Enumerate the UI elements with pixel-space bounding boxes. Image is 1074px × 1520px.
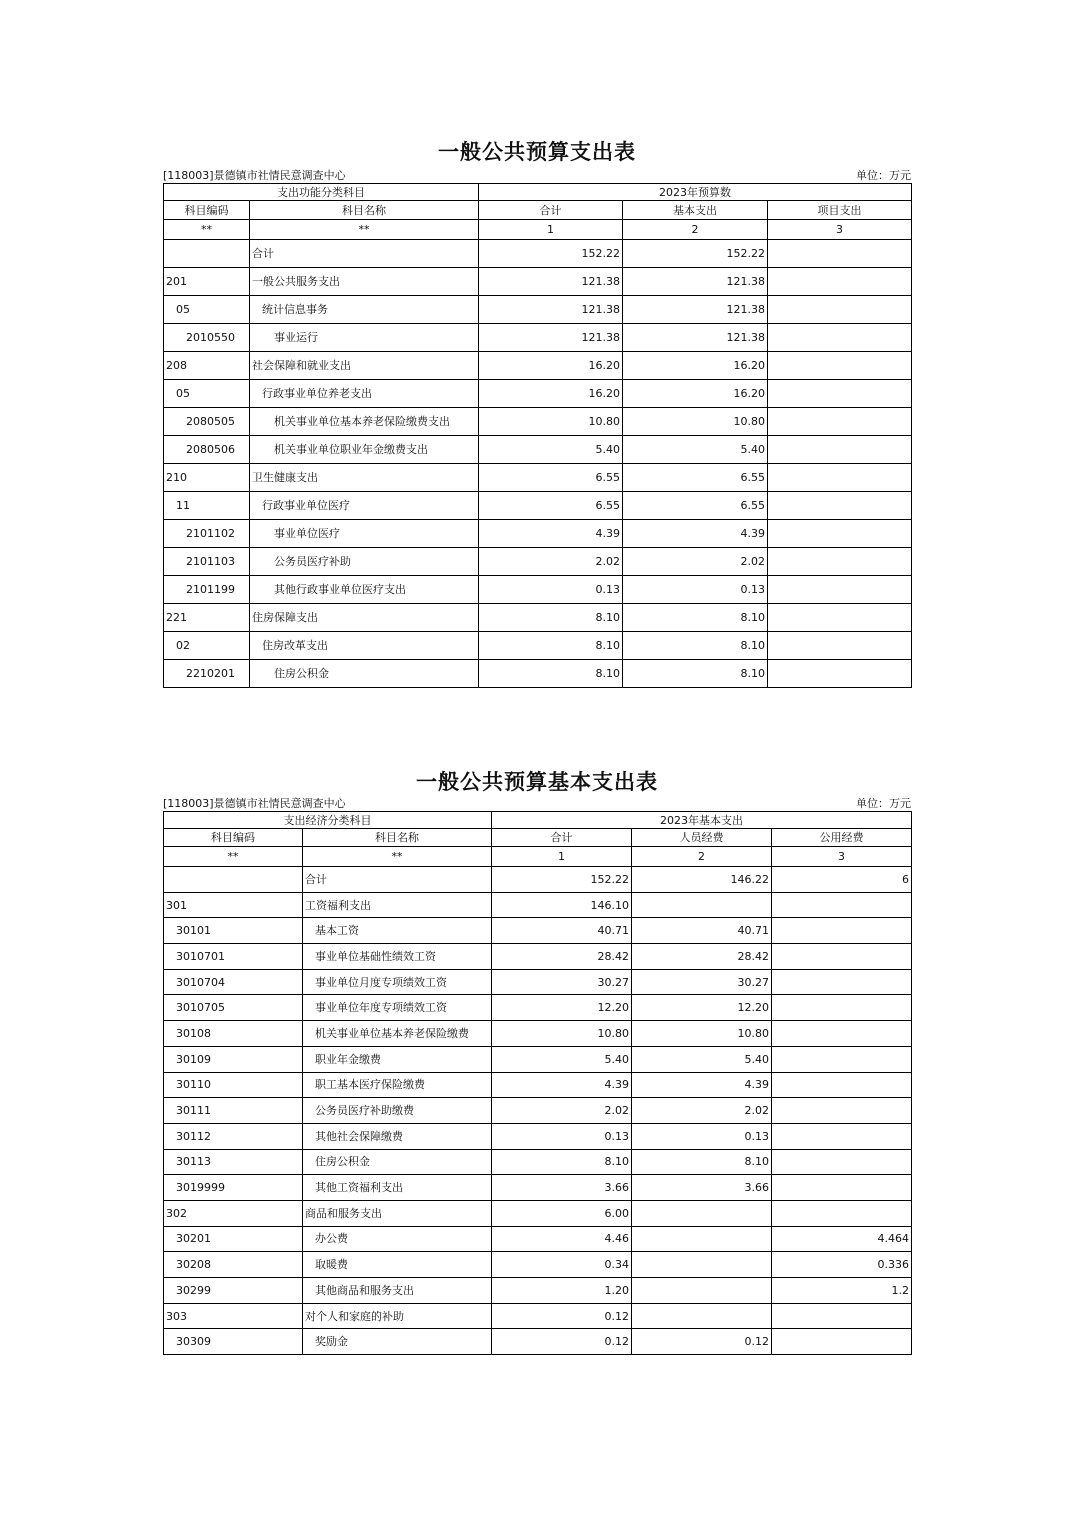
table2-cell-total: 28.42: [492, 944, 632, 970]
table1-index-project: 3: [768, 220, 912, 240]
table1-cell-project: [768, 576, 912, 604]
table1-cell-name: 行政事业单位医疗: [250, 492, 479, 520]
table2-row: [164, 944, 912, 970]
table1-cell-project: [768, 464, 912, 492]
table2-cell-code: 30110: [164, 1072, 303, 1098]
table2-cell-total: 5.40: [492, 1046, 632, 1072]
table1-cell-basic: 8.10: [623, 660, 768, 688]
table1-index-basic: 2: [623, 220, 768, 240]
table1-cell-name: 机关事业单位职业年金缴费支出: [250, 436, 479, 464]
table2-cell-public: [772, 1021, 912, 1047]
table1-cell-total: 10.80: [479, 408, 623, 436]
table1-header-total: 合计: [479, 201, 623, 220]
table2-row: [164, 918, 912, 944]
table1-cell-name: 一般公共服务支出: [250, 268, 479, 296]
table1-row: [164, 324, 912, 352]
table1-cell-total: 16.20: [479, 352, 623, 380]
table2-cell-code: 30208: [164, 1252, 303, 1278]
table2-cell-personnel: 8.10: [632, 1149, 772, 1175]
table2-cell-total: 0.13: [492, 1123, 632, 1149]
table2-cell-code: 30108: [164, 1021, 303, 1047]
table2-index-public: 3: [772, 847, 912, 867]
table2-row: [164, 1278, 912, 1304]
table2-cell-personnel: 30.27: [632, 969, 772, 995]
table1-cell-total: 121.38: [479, 324, 623, 352]
table1-unit: 单位：万元: [856, 169, 911, 182]
table1-cell-code: 2101102: [164, 520, 250, 548]
table1-row: [164, 548, 912, 576]
table2-cell-code: 3019999: [164, 1175, 303, 1201]
table2-cell-personnel: 0.13: [632, 1123, 772, 1149]
table2-cell-total: 12.20: [492, 995, 632, 1021]
table1-cell-total: 5.40: [479, 436, 623, 464]
table1-cell-name: 住房保障支出: [250, 604, 479, 632]
table1-cell-project: [768, 492, 912, 520]
table2-cell-total: 10.80: [492, 1021, 632, 1047]
table1-cell-code: 2101103: [164, 548, 250, 576]
table2-cell-total: 0.34: [492, 1252, 632, 1278]
table2-cell-public: [772, 1329, 912, 1355]
table2-index-row: [164, 847, 912, 867]
table1-grid: [163, 183, 912, 688]
table2-unit: 单位：万元: [856, 797, 911, 810]
table1-cell-project: [768, 436, 912, 464]
table2-cell-public: [772, 944, 912, 970]
table2-group-left: 支出经济分类科目: [164, 812, 492, 829]
table2-row: [164, 1329, 912, 1355]
table1-cell-project: [768, 268, 912, 296]
table2-cell-name: 办公费: [303, 1226, 492, 1252]
table2-cell-personnel: 40.71: [632, 918, 772, 944]
table2-cell-name: 其他工资福利支出: [303, 1175, 492, 1201]
table1-cell-name: 住房改革支出: [250, 632, 479, 660]
table2-cell-public: [772, 892, 912, 918]
table1-index-name: **: [250, 220, 479, 240]
table1-cell-total: 6.55: [479, 492, 623, 520]
table1-cell-basic: 4.39: [623, 520, 768, 548]
table2-index-total: 1: [492, 847, 632, 867]
table2-cell-total: 30.27: [492, 969, 632, 995]
table2-cell-name: 其他商品和服务支出: [303, 1278, 492, 1304]
table2-row: [164, 1226, 912, 1252]
table2-cell-personnel: 146.22: [632, 867, 772, 893]
table2-header-personnel: 人员经费: [632, 829, 772, 847]
table2-cell-name: 取暖费: [303, 1252, 492, 1278]
table2-cell-code: [164, 867, 303, 893]
table2-header-total: 合计: [492, 829, 632, 847]
table1-cell-total: 0.13: [479, 576, 623, 604]
table2-row: [164, 969, 912, 995]
table2-cell-public: [772, 1149, 912, 1175]
table1-cell-name: 卫生健康支出: [250, 464, 479, 492]
table1-cell-basic: 10.80: [623, 408, 768, 436]
table2-cell-personnel: 10.80: [632, 1021, 772, 1047]
table2-index-personnel: 2: [632, 847, 772, 867]
table2-index-name: **: [303, 847, 492, 867]
table1-cell-total: 8.10: [479, 604, 623, 632]
table2-cell-personnel: 3.66: [632, 1175, 772, 1201]
table1-cell-basic: 121.38: [623, 268, 768, 296]
table2-cell-total: 2.02: [492, 1098, 632, 1124]
table2-org: [118003]景德镇市社情民意调查中心: [163, 797, 346, 810]
table1-cell-name: 统计信息事务: [250, 296, 479, 324]
table2-cell-personnel: [632, 892, 772, 918]
table1-cell-basic: 16.20: [623, 352, 768, 380]
table1-cell-basic: 16.20: [623, 380, 768, 408]
table1-cell-basic: 121.38: [623, 296, 768, 324]
table1-row: [164, 408, 912, 436]
table2-row: [164, 1021, 912, 1047]
table1-cell-total: 121.38: [479, 268, 623, 296]
table2-cell-name: 公务员医疗补助缴费: [303, 1098, 492, 1124]
table1-index-code: **: [164, 220, 250, 240]
table2-cell-personnel: [632, 1200, 772, 1226]
table2-row: [164, 1175, 912, 1201]
table2-row: [164, 1072, 912, 1098]
table2-grid: [163, 811, 912, 1355]
table2-cell-name: 商品和服务支出: [303, 1200, 492, 1226]
table1-cell-name: 社会保障和就业支出: [250, 352, 479, 380]
table1-row: [164, 520, 912, 548]
table2-row: [164, 1149, 912, 1175]
table2-cell-name: 事业单位月度专项绩效工资: [303, 969, 492, 995]
table2-cell-code: 30201: [164, 1226, 303, 1252]
table1-row: [164, 240, 912, 268]
table2-cell-total: 152.22: [492, 867, 632, 893]
table2-cell-public: [772, 1175, 912, 1201]
table1-cell-total: 152.22: [479, 240, 623, 268]
table1-row: [164, 632, 912, 660]
table2-cell-public: [772, 1123, 912, 1149]
table2-cell-total: 146.10: [492, 892, 632, 918]
table2-cell-personnel: 28.42: [632, 944, 772, 970]
table1-cell-code: [164, 240, 250, 268]
table1-cell-total: 121.38: [479, 296, 623, 324]
table2-row: [164, 1098, 912, 1124]
table1-cell-basic: 8.10: [623, 632, 768, 660]
table1-cell-basic: 6.55: [623, 492, 768, 520]
table1-cell-basic: 121.38: [623, 324, 768, 352]
table1-cell-project: [768, 548, 912, 576]
table1-cell-code: 2080505: [164, 408, 250, 436]
table1-cell-code: 02: [164, 632, 250, 660]
table2-group-right: 2023年基本支出: [492, 812, 912, 829]
table1-cell-project: [768, 380, 912, 408]
table1-header-project: 项目支出: [768, 201, 912, 220]
table2-cell-name: 职工基本医疗保险缴费: [303, 1072, 492, 1098]
table2-index-code: **: [164, 847, 303, 867]
table1-cell-name: 公务员医疗补助: [250, 548, 479, 576]
table2-cell-public: 4.464: [772, 1226, 912, 1252]
table2-cell-code: 302: [164, 1200, 303, 1226]
table1-cell-name: 事业单位医疗: [250, 520, 479, 548]
table1-cell-name: 其他行政事业单位医疗支出: [250, 576, 479, 604]
table2-cell-name: 其他社会保障缴费: [303, 1123, 492, 1149]
table2-row: [164, 867, 912, 893]
table2-cell-personnel: 12.20: [632, 995, 772, 1021]
table2-cell-total: 8.10: [492, 1149, 632, 1175]
table2-cell-public: [772, 995, 912, 1021]
table2-row: [164, 1303, 912, 1329]
table2-cell-code: 30299: [164, 1278, 303, 1304]
table1-cell-name: 机关事业单位基本养老保险缴费支出: [250, 408, 479, 436]
table1-cell-code: 2210201: [164, 660, 250, 688]
table2-cell-public: [772, 918, 912, 944]
table2-cell-code: 30113: [164, 1149, 303, 1175]
table2-cell-code: 301: [164, 892, 303, 918]
table1-header-row: [164, 201, 912, 220]
table2-cell-personnel: 0.12: [632, 1329, 772, 1355]
table1-row: [164, 380, 912, 408]
table2-cell-public: 0.336: [772, 1252, 912, 1278]
table1-title: 一般公共预算支出表: [438, 139, 636, 164]
table1-cell-name: 住房公积金: [250, 660, 479, 688]
table1-cell-code: 05: [164, 296, 250, 324]
table1-cell-total: 4.39: [479, 520, 623, 548]
table2-group-header: [164, 812, 912, 829]
table2-cell-personnel: 5.40: [632, 1046, 772, 1072]
table1-cell-name: 事业运行: [250, 324, 479, 352]
table2-cell-total: 40.71: [492, 918, 632, 944]
table2-cell-name: 机关事业单位基本养老保险缴费: [303, 1021, 492, 1047]
table2-cell-code: 30309: [164, 1329, 303, 1355]
table1-header-basic: 基本支出: [623, 201, 768, 220]
table2-row: [164, 1046, 912, 1072]
table2-cell-total: 6.00: [492, 1200, 632, 1226]
table2-cell-code: 30112: [164, 1123, 303, 1149]
table1-cell-code: 2080506: [164, 436, 250, 464]
table1-cell-project: [768, 520, 912, 548]
table1-cell-code: 2010550: [164, 324, 250, 352]
table1-cell-code: 221: [164, 604, 250, 632]
table2-cell-code: 30109: [164, 1046, 303, 1072]
table1-cell-project: [768, 604, 912, 632]
table2-row: [164, 892, 912, 918]
table2-cell-personnel: [632, 1303, 772, 1329]
table1-cell-name: 合计: [250, 240, 479, 268]
table1-cell-project: [768, 408, 912, 436]
table2-row: [164, 1200, 912, 1226]
table2-cell-total: 0.12: [492, 1303, 632, 1329]
table1-group-right: 2023年预算数: [479, 184, 912, 201]
table2-cell-total: 1.20: [492, 1278, 632, 1304]
table2-cell-name: 合计: [303, 867, 492, 893]
table1-cell-code: 208: [164, 352, 250, 380]
table2-cell-personnel: 4.39: [632, 1072, 772, 1098]
table1-row: [164, 492, 912, 520]
table1-org: [118003]景德镇市社情民意调查中心: [163, 169, 346, 182]
table2-cell-total: 4.39: [492, 1072, 632, 1098]
table2-cell-name: 职业年金缴费: [303, 1046, 492, 1072]
table2-cell-name: 事业单位年度专项绩效工资: [303, 995, 492, 1021]
table2-cell-public: [772, 1303, 912, 1329]
table2-cell-name: 对个人和家庭的补助: [303, 1303, 492, 1329]
table2-cell-total: 0.12: [492, 1329, 632, 1355]
table2-cell-code: 303: [164, 1303, 303, 1329]
table2-cell-public: [772, 1046, 912, 1072]
table2-cell-name: 基本工资: [303, 918, 492, 944]
table2-cell-code: 30101: [164, 918, 303, 944]
table2-title: 一般公共预算基本支出表: [416, 769, 658, 794]
table2-cell-code: 30111: [164, 1098, 303, 1124]
table2-cell-public: 6: [772, 867, 912, 893]
table1-cell-basic: 0.13: [623, 576, 768, 604]
table1-cell-total: 6.55: [479, 464, 623, 492]
table1-row: [164, 436, 912, 464]
table2-cell-personnel: [632, 1252, 772, 1278]
table1-cell-total: 8.10: [479, 660, 623, 688]
table1-row: [164, 296, 912, 324]
table1-row: [164, 464, 912, 492]
table1-cell-name: 行政事业单位养老支出: [250, 380, 479, 408]
table2-cell-personnel: 2.02: [632, 1098, 772, 1124]
table2-cell-name: 工资福利支出: [303, 892, 492, 918]
table1-cell-basic: 5.40: [623, 436, 768, 464]
table2-cell-total: 4.46: [492, 1226, 632, 1252]
table1-row: [164, 268, 912, 296]
table2-cell-name: 住房公积金: [303, 1149, 492, 1175]
table1-cell-code: 210: [164, 464, 250, 492]
table1-cell-basic: 6.55: [623, 464, 768, 492]
table1-cell-project: [768, 296, 912, 324]
table1-cell-basic: 8.10: [623, 604, 768, 632]
table1-group-left: 支出功能分类科目: [164, 184, 479, 201]
table2-row: [164, 1123, 912, 1149]
table2-cell-name: 事业单位基础性绩效工资: [303, 944, 492, 970]
table1-cell-code: 2101199: [164, 576, 250, 604]
table2-cell-personnel: [632, 1278, 772, 1304]
table2-header-row: [164, 829, 912, 847]
table1-header-name: 科目名称: [250, 201, 479, 220]
table2-cell-public: [772, 1098, 912, 1124]
table2-cell-code: 3010701: [164, 944, 303, 970]
table1-row: [164, 660, 912, 688]
table1-row: [164, 352, 912, 380]
table1-cell-project: [768, 660, 912, 688]
table2-cell-total: 3.66: [492, 1175, 632, 1201]
table1-row: [164, 576, 912, 604]
table1-index-total: 1: [479, 220, 623, 240]
table2-header-code: 科目编码: [164, 829, 303, 847]
table2-cell-public: 1.2: [772, 1278, 912, 1304]
table1-cell-basic: 152.22: [623, 240, 768, 268]
table2-cell-code: 3010704: [164, 969, 303, 995]
table1-index-row: [164, 220, 912, 240]
table1-cell-code: 05: [164, 380, 250, 408]
table1-cell-total: 2.02: [479, 548, 623, 576]
table2-header-public: 公用经费: [772, 829, 912, 847]
table1-cell-code: 201: [164, 268, 250, 296]
table2-header-name: 科目名称: [303, 829, 492, 847]
table2-cell-personnel: [632, 1226, 772, 1252]
table1-cell-project: [768, 240, 912, 268]
table1-cell-total: 16.20: [479, 380, 623, 408]
table1-cell-project: [768, 324, 912, 352]
table1-cell-project: [768, 352, 912, 380]
table2-row: [164, 995, 912, 1021]
table2-row: [164, 1252, 912, 1278]
table1-cell-basic: 2.02: [623, 548, 768, 576]
table2-cell-name: 奖励金: [303, 1329, 492, 1355]
table1-row: [164, 604, 912, 632]
table1-cell-total: 8.10: [479, 632, 623, 660]
table1-cell-project: [768, 632, 912, 660]
table1-cell-code: 11: [164, 492, 250, 520]
table2-cell-public: [772, 1072, 912, 1098]
table2-cell-public: [772, 969, 912, 995]
table2-cell-public: [772, 1200, 912, 1226]
table1-group-header: [164, 184, 912, 201]
table1-header-code: 科目编码: [164, 201, 250, 220]
table2-cell-code: 3010705: [164, 995, 303, 1021]
